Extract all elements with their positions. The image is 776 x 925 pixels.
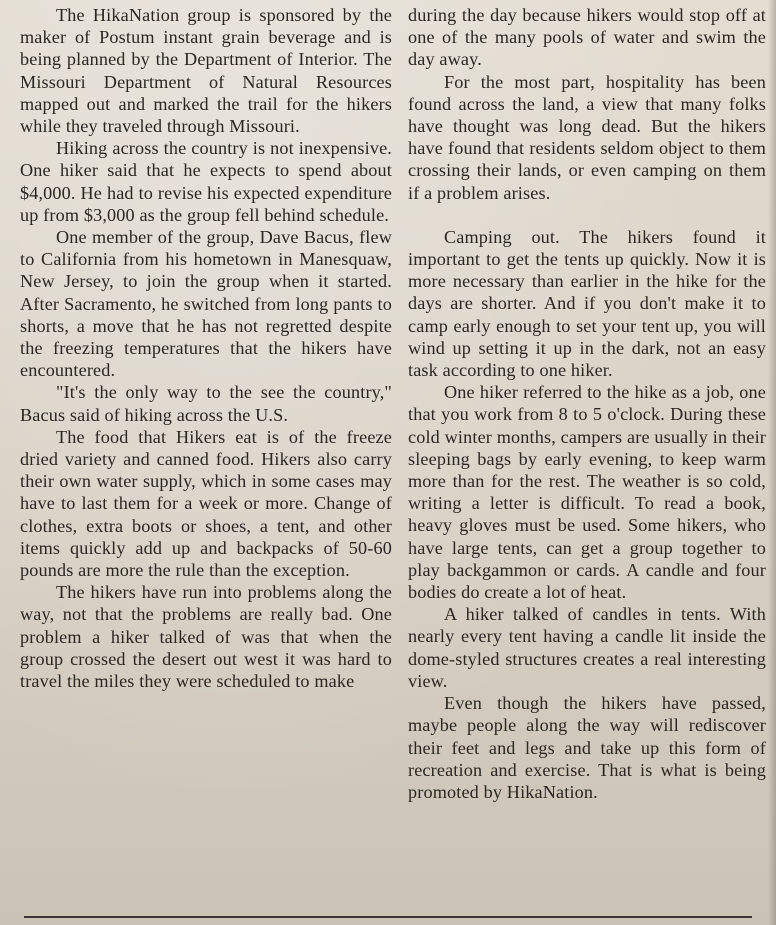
paper-edge-shadow xyxy=(768,0,776,925)
right-column xyxy=(408,4,766,803)
paragraph-job: One hiker referred to the hike as a job, one that you work from 8 to 5 o'clock. During these cold winter months, campers are usually in their sleeping bags by early evening, to keep warm more than for the rest. The weather is so cold, writing a letter is difficult. To read a book, heavy gloves must be used. Some hikers, who have large tents, can get a group together to play backgammon or cards. A candle and four bodies do create a lot of heat. xyxy=(408,382,766,603)
paragraph-candles: A hiker talked of candles in tents. With nearly every tent having a candle lit inside the dome-styled structures creates a real interesting view. xyxy=(408,604,766,691)
paragraph-sponsor: The HikaNation group is sponsored by the maker of Postum instant grain beverage and is being planned by the Department of Interior. The Missouri Department of Natural Resources mapped out and marked the trail for the hikers while they traveled through Missouri. xyxy=(20,5,392,137)
paragraph-closing: Even though the hikers have passed, maybe people along the way will rediscover their feet and legs and take up this form of recreation and exercise. That is what is being promoted by HikaNation. xyxy=(408,693,766,802)
paragraph-food: The food that Hikers eat is of the freeze dried variety and canned food. Hikers also carry their own water supply, which in some cases may have to last them for a week or more. Change of clothes, extra boots or shoes, a tent, and other items quickly add up and backpacks of 50-60 pounds are more the rule than the exception. xyxy=(20,426,392,581)
bottom-rule xyxy=(24,916,752,918)
paragraph-camping-out: Camping out. The hikers found it important to get the tents up quickly. Now it is more necessary than earlier in the hike for the days are shorter. And if you don't make it to camp early enough to set your tent up, you will wind up setting it up in the dark, not an easy task according to one hiker. xyxy=(408,226,766,381)
paragraph-dave-bacus: One member of the group, Dave Bacus, flew to California from his hometown in Manesquaw, New Jersey, to join the group when it started. After Sacramento, he switched from long pants to shorts, a move that he has not regretted despite the freezing temperatures that the hikers have encountered. xyxy=(20,227,392,381)
left-column xyxy=(20,4,392,692)
paragraph-bacus-quote: "It's the only way to the see the country," Bacus said of hiking across the U.S. xyxy=(20,382,392,425)
paragraph-hospitality: For the most part, hospitality has been found across the land, a view that many folks have thought was long dead. But the hikers have found that residents seldom object to them crossing their lands, or even camping on them if a problem arises. xyxy=(408,71,766,203)
paragraph-cost: Hiking across the country is not inexpensive. One hiker said that he expects to spend about $4,000. He had to revise his expected expenditure up from $3,000 as the group fell behind schedule. xyxy=(20,138,392,225)
paragraph-problems: The hikers have run into problems along the way, not that the problems are really bad. One problem a hiker talked of was that when the group crossed the desert out west it was hard to travel the miles they were scheduled to make xyxy=(20,582,392,692)
paragraph-continuation: during the day because hikers would stop off at one of the many pools of water and swim the day away. xyxy=(408,5,766,70)
